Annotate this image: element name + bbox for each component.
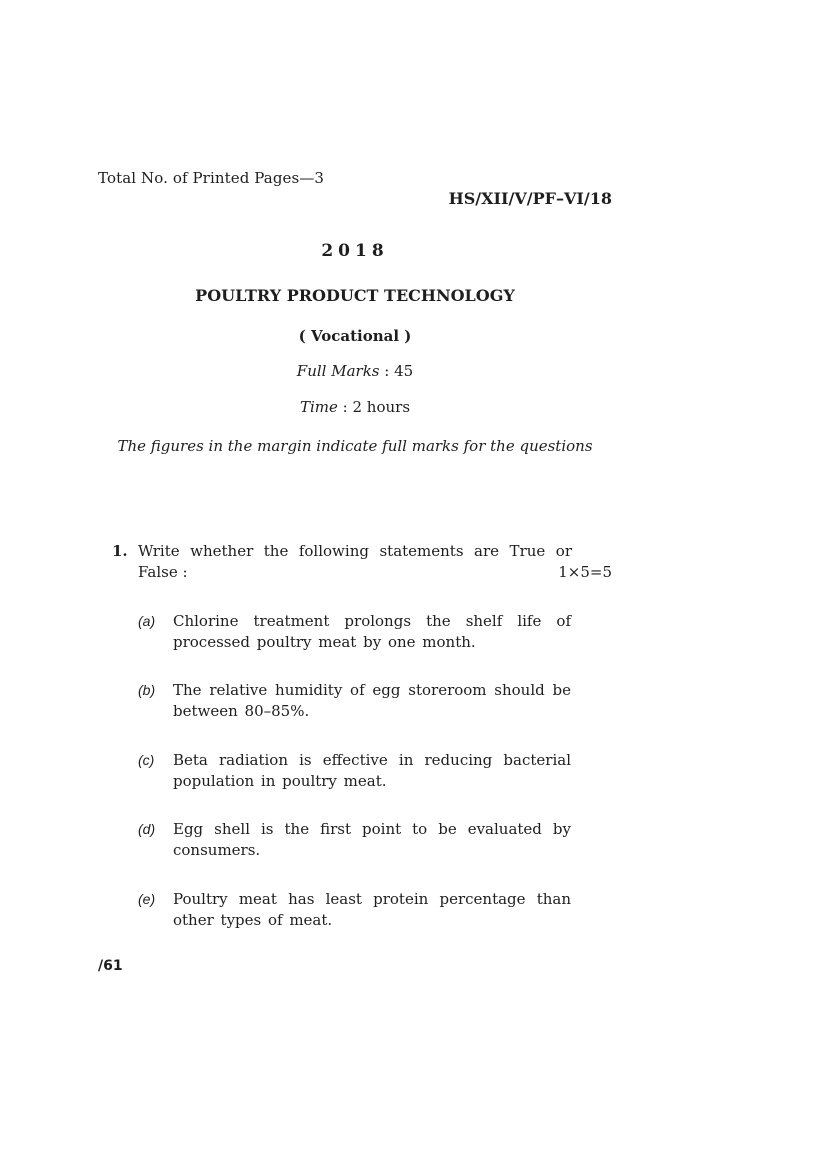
part-text-line1: The relative humidity of egg storeroom should be xyxy=(173,681,571,699)
full-marks xyxy=(200,362,510,380)
part-text-line1: Poultry meat has least protein percentage than xyxy=(173,890,571,908)
part-text-line2: between 80–85%. xyxy=(173,702,310,720)
part-label: (e) xyxy=(138,891,156,907)
full-marks-label: Full Marks xyxy=(296,362,380,380)
part-label: (a) xyxy=(138,613,156,629)
marks-instruction: The figures in the margin indicate full marks for the questions xyxy=(117,437,593,455)
time-value: : 2 hours xyxy=(337,398,411,416)
question-text-line1: Write whether the following statements are True or xyxy=(138,542,572,560)
exam-year: 2018 xyxy=(321,241,389,261)
part-text-line2: population in poultry meat. xyxy=(173,772,387,790)
subject-title: POULTRY PRODUCT TECHNOLOGY xyxy=(195,286,515,305)
question-text-line2: False : xyxy=(138,563,188,581)
part-text-line1: Egg shell is the first point to be evaluated by xyxy=(173,820,571,838)
part-text-line2: consumers. xyxy=(173,841,261,859)
part-label: (d) xyxy=(138,821,156,837)
part-text-line2: other types of meat. xyxy=(173,911,333,929)
full-marks-value: : 45 xyxy=(379,362,414,380)
part-label: (b) xyxy=(138,682,156,698)
exam-time xyxy=(200,398,510,416)
part-text-line1: Beta radiation is effective in reducing bacterial xyxy=(173,751,571,769)
footer-page-code: /61 xyxy=(98,958,123,974)
question-number: 1. xyxy=(112,542,128,560)
time-label: Time xyxy=(299,398,338,416)
stream-label: ( Vocational ) xyxy=(298,327,412,345)
paper-code: HS/XII/V/PF–VI/18 xyxy=(448,189,612,208)
question-marks: 1×5=5 xyxy=(558,563,612,581)
part-text-line1: Chlorine treatment prolongs the shelf life of xyxy=(173,612,571,630)
part-text-line2: processed poultry meat by one month. xyxy=(173,633,476,651)
printed-pages-count: Total No. of Printed Pages—3 xyxy=(98,169,325,187)
part-label: (c) xyxy=(138,752,155,768)
